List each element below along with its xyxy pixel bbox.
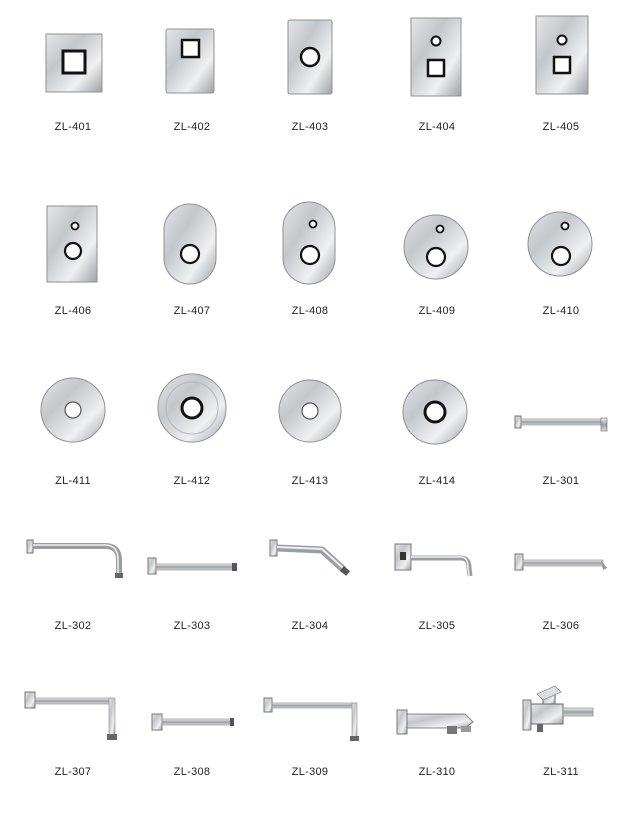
square-plate-square-hole-icon xyxy=(9,0,137,120)
product-zl-414[interactable] xyxy=(373,350,501,500)
product-code: ZL-403 xyxy=(291,121,329,133)
product-code: ZL-301 xyxy=(542,475,580,487)
round-plate-ring-icon xyxy=(128,350,256,470)
bath-spout-diverter-icon xyxy=(497,670,625,770)
product-code: ZL-302 xyxy=(54,620,92,632)
product-code: ZL-414 xyxy=(418,475,456,487)
round-plate-two-holes-icon xyxy=(373,170,501,290)
product-zl-304[interactable] xyxy=(246,520,374,670)
product-code: ZL-404 xyxy=(418,121,456,133)
square-straight-arm-icon xyxy=(128,670,256,770)
oval-plate-round-hole-icon xyxy=(128,170,256,290)
product-zl-409[interactable] xyxy=(373,170,501,320)
product-zl-303[interactable] xyxy=(128,520,256,670)
product-zl-403[interactable] xyxy=(246,0,374,150)
product-code: ZL-407 xyxy=(173,305,211,317)
product-code: ZL-401 xyxy=(54,121,92,133)
product-zl-404[interactable] xyxy=(373,0,501,150)
product-code: ZL-306 xyxy=(542,620,580,632)
product-code: ZL-308 xyxy=(173,766,211,778)
product-code: ZL-412 xyxy=(173,475,211,487)
product-code: ZL-411 xyxy=(55,475,91,487)
product-zl-307[interactable] xyxy=(9,670,137,814)
square-plate-small-square-hole-icon xyxy=(128,0,256,120)
oval-plate-two-round-holes-icon xyxy=(246,170,374,290)
rect-plate-round-hole-icon xyxy=(246,0,374,120)
straight-shower-arm-icon xyxy=(128,520,256,620)
round-plate-round-hole-icon xyxy=(9,350,137,470)
product-zl-308[interactable] xyxy=(128,670,256,814)
product-zl-412[interactable] xyxy=(128,350,256,500)
product-code: ZL-311 xyxy=(543,766,579,778)
rect-plate-dot-square-hole-icon xyxy=(373,0,501,120)
straight-spout-icon xyxy=(497,520,625,620)
product-zl-411[interactable] xyxy=(9,350,137,500)
round-plate-round-hole-icon xyxy=(246,350,374,470)
product-zl-302[interactable] xyxy=(9,520,137,670)
product-code: ZL-310 xyxy=(418,766,456,778)
product-zl-309[interactable] xyxy=(246,670,374,814)
product-zl-405[interactable] xyxy=(497,0,625,150)
product-zl-402[interactable] xyxy=(128,0,256,150)
product-code: ZL-305 xyxy=(418,620,456,632)
product-code: ZL-408 xyxy=(291,305,329,317)
product-zl-408[interactable] xyxy=(246,170,374,320)
product-code: ZL-307 xyxy=(54,766,92,778)
product-zl-311[interactable] xyxy=(497,670,625,814)
product-code: ZL-303 xyxy=(173,620,211,632)
rect-plate-two-round-holes-icon xyxy=(9,170,137,290)
product-zl-401[interactable] xyxy=(9,0,137,150)
round-plate-two-holes-icon xyxy=(497,170,625,290)
product-zl-305[interactable] xyxy=(373,520,501,670)
bath-spout-icon xyxy=(373,670,501,770)
product-code: ZL-409 xyxy=(418,305,456,317)
square-base-spout-icon xyxy=(373,520,501,620)
product-zl-301[interactable] xyxy=(497,350,625,500)
product-zl-310[interactable] xyxy=(373,670,501,814)
product-code: ZL-413 xyxy=(291,475,329,487)
product-zl-406[interactable] xyxy=(9,170,137,320)
straight-shower-arm-icon xyxy=(497,350,625,470)
product-code: ZL-405 xyxy=(542,121,580,133)
product-code: ZL-410 xyxy=(542,305,580,317)
round-plate-ring-icon xyxy=(373,350,501,470)
angled-shower-arm-icon xyxy=(246,520,374,620)
square-arm-down-icon xyxy=(246,670,374,770)
product-code: ZL-304 xyxy=(291,620,329,632)
product-code: ZL-402 xyxy=(173,121,211,133)
product-zl-306[interactable] xyxy=(497,520,625,670)
rect-plate-dot-square-hole-icon xyxy=(497,0,625,120)
product-zl-413[interactable] xyxy=(246,350,374,500)
square-arm-down-icon xyxy=(9,670,137,770)
product-code: ZL-406 xyxy=(54,305,92,317)
product-zl-407[interactable] xyxy=(128,170,256,320)
product-code: ZL-309 xyxy=(291,766,329,778)
curved-shower-arm-icon xyxy=(9,520,137,620)
product-zl-410[interactable] xyxy=(497,170,625,320)
